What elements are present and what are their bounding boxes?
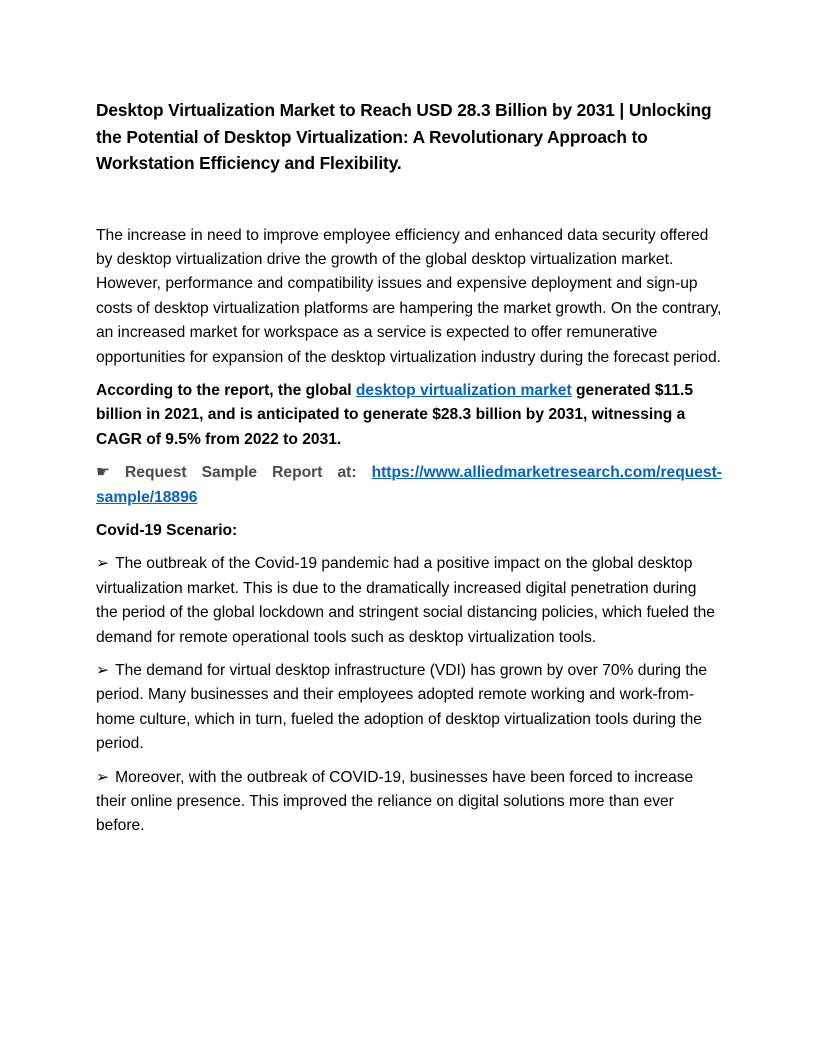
covid-bullet-2 [96, 659, 722, 757]
arrow-bullet-icon: ➢ [96, 555, 110, 573]
desktop-virtualization-market-link[interactable]: desktop virtualization market [355, 381, 572, 399]
pointing-hand-icon: ☛ [96, 464, 110, 482]
market-stats-paragraph [96, 379, 722, 452]
request-sample-link[interactable]: https://www.alliedmarketresearch.com/request-sample/18896 [96, 464, 722, 506]
request-sample-label: Request Sample Report at: [125, 464, 357, 482]
document-page [96, 97, 722, 839]
covid-bullet-1 [96, 552, 722, 650]
covid-heading: Covid-19 Scenario: [96, 521, 238, 539]
stats-prefix: According to the report, the global [96, 381, 356, 399]
article-title: Desktop Virtualization Market to Reach USD 28.3 Billion by 2031 | Unlocking the Potential of Desktop Virtualization: A Revolutionary Approach to Workstation Efficiency and Flexibility. [96, 100, 712, 173]
request-sample-paragraph [96, 461, 722, 510]
covid-bullet-text: Moreover, with the outbreak of COVID-19, businesses have been forced to increase their online presence. This improved the reliance on digital solutions more than ever before. [96, 768, 694, 835]
arrow-bullet-icon: ➢ [96, 662, 110, 679]
intro-paragraph: The increase in need to improve employee efficiency and enhanced data security offered by desktop virtualization drive the growth of the global desktop virtualization market. However, performance and compatibility issues and expensive deployment and sign-up costs of desktop virtualization platforms are hampering the market growth. On the contrary, an increased market for workspace as a service is expected to offer remunerative opportunities for expansion of the desktop virtualization industry during the forecast period. [96, 226, 722, 366]
arrow-bullet-icon: ➢ [96, 768, 110, 786]
covid-bullet-3 [96, 766, 722, 839]
covid-bullet-text: The demand for virtual desktop infrastructure (VDI) has grown by over 70% during the period. Many businesses and their employees adopted remote working and work-from-home culture, which in turn, fueled the adoption of desktop virtualization tools during the period. [96, 662, 708, 753]
covid-bullet-text: The outbreak of the Covid-19 pandemic had a positive impact on the global desktop virtualization market. This is due to the dramatically increased digital penetration during the period of the global lockdown and stringent social distancing policies, which fueled the demand for remote operational tools such as desktop virtualization tools. [96, 555, 715, 646]
stats-suffix: generated $11.5 billion in 2021, and is anticipated to generate $28.3 billion by 2031, witnessing a CAGR of 9.5% from 2022 to 2031. [96, 381, 694, 448]
